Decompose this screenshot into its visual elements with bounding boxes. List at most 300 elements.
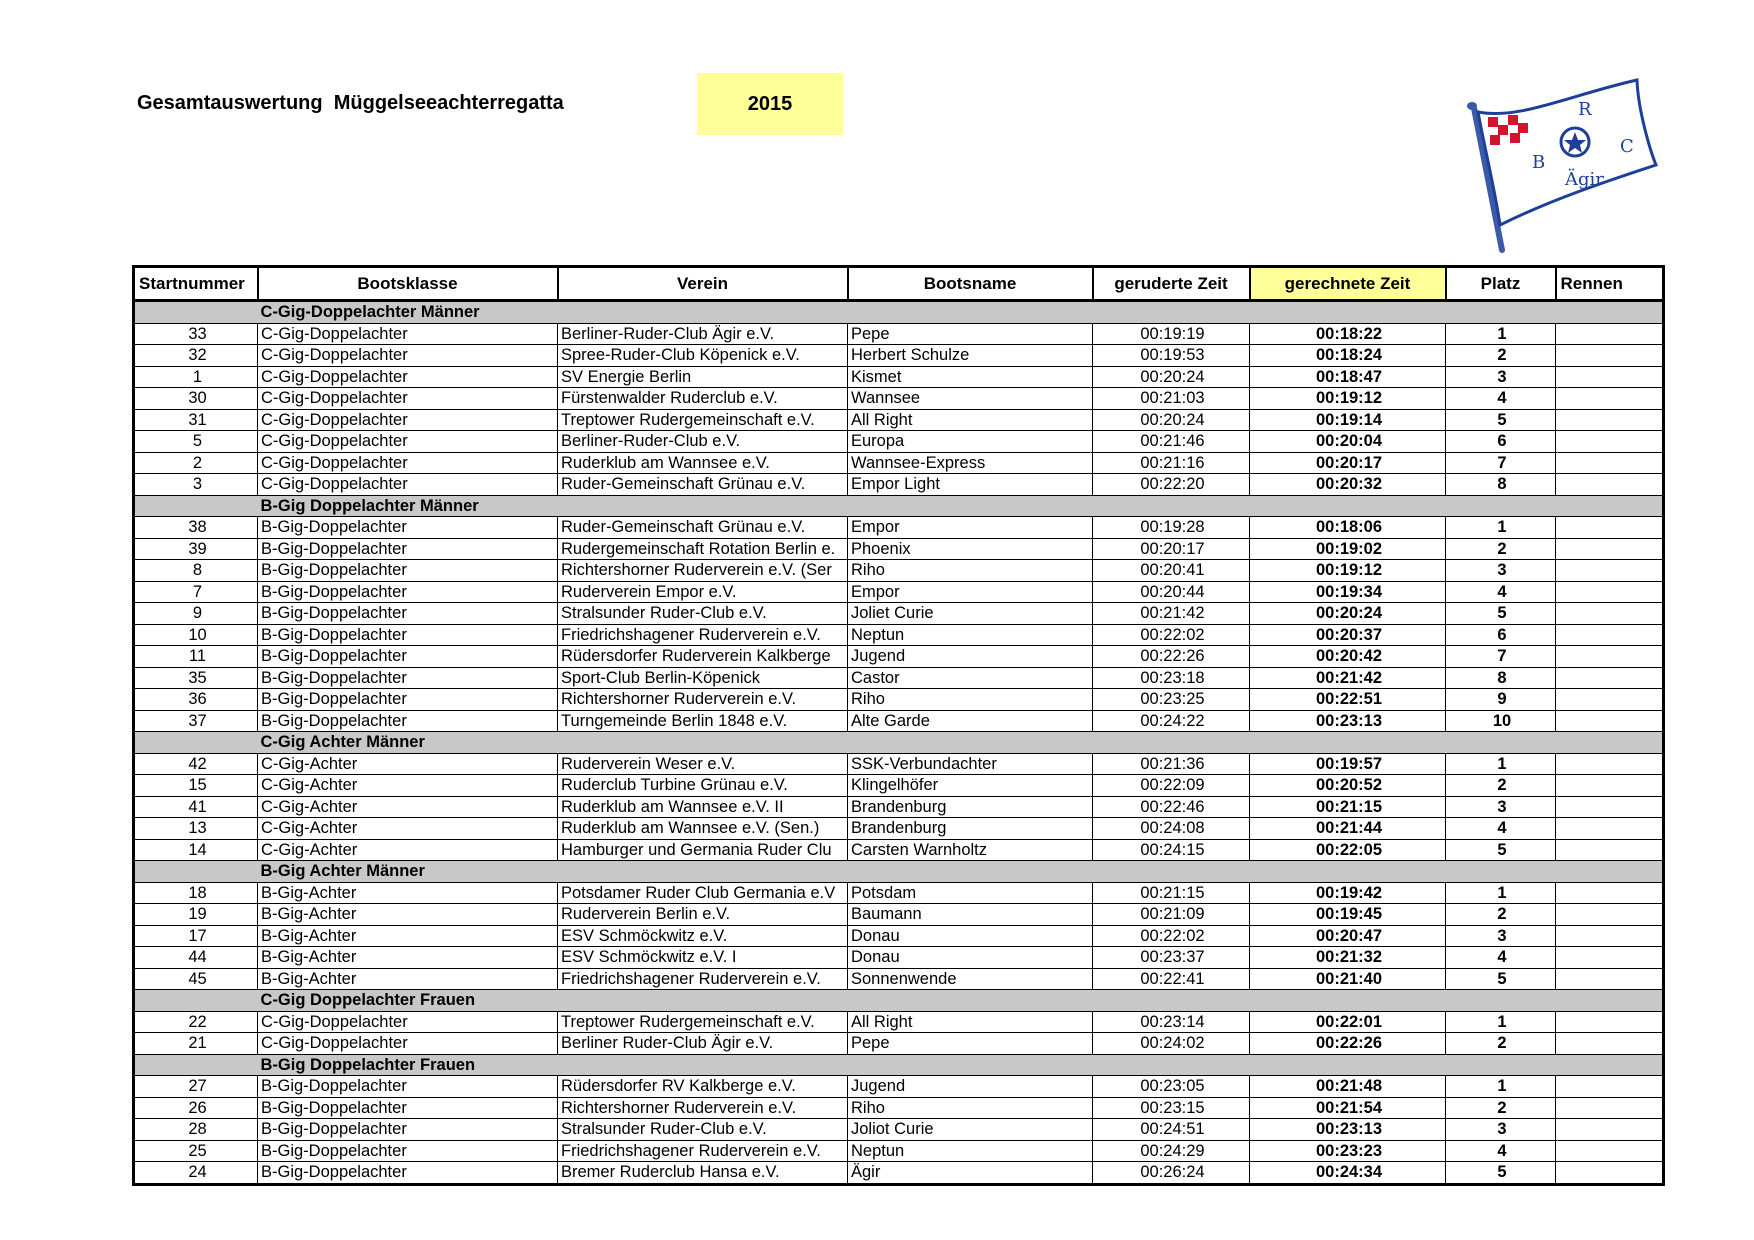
cell-gerechnete-zeit: 00:21:44: [1250, 818, 1446, 840]
cell-bootsklasse: C-Gig-Achter: [258, 839, 558, 861]
cell-bootsname: All Right: [848, 409, 1093, 431]
table-row: [134, 538, 1664, 560]
cell-bootsname: Baumann: [848, 904, 1093, 926]
cell-startnummer: 37: [134, 710, 258, 732]
cell-geruderte-zeit: 00:22:46: [1093, 796, 1250, 818]
cell-bootsname: Wannsee-Express: [848, 452, 1093, 474]
cell-rennen: [1556, 517, 1664, 539]
cell-bootsname: Neptun: [848, 1140, 1093, 1162]
cell-rennen: [1556, 775, 1664, 797]
cell-bootsname: Jugend: [848, 646, 1093, 668]
year-box: [697, 73, 843, 135]
cell-startnummer: 42: [134, 753, 258, 775]
cell-bootsklasse: B-Gig-Achter: [258, 904, 558, 926]
cell-gerechnete-zeit: 00:18:06: [1250, 517, 1446, 539]
club-flag-logo: [1460, 70, 1660, 255]
col-header-rennen: Rennen: [1556, 267, 1664, 301]
cell-verein: Friedrichshagener Ruderverein e.V.: [558, 624, 848, 646]
cell-verein: Ruder-Gemeinschaft Grünau e.V.: [558, 517, 848, 539]
cell-bootsklasse: B-Gig-Doppelachter: [258, 710, 558, 732]
cell-geruderte-zeit: 00:23:25: [1093, 689, 1250, 711]
cell-verein: Treptower Rudergemeinschaft e.V.: [558, 409, 848, 431]
results-table: [132, 265, 1665, 1186]
cell-startnummer: 26: [134, 1097, 258, 1119]
cell-bootsklasse: B-Gig-Doppelachter: [258, 538, 558, 560]
cell-bootsklasse: B-Gig-Doppelachter: [258, 1162, 558, 1185]
cell-rennen: [1556, 624, 1664, 646]
cell-platz: 5: [1446, 968, 1556, 990]
cell-startnummer: 18: [134, 882, 258, 904]
table-row: [134, 603, 1664, 625]
cell-verein: Treptower Rudergemeinschaft e.V.: [558, 1011, 848, 1033]
cell-geruderte-zeit: 00:24:02: [1093, 1033, 1250, 1055]
cell-bootsklasse: C-Gig-Doppelachter: [258, 452, 558, 474]
cell-geruderte-zeit: 00:20:24: [1093, 409, 1250, 431]
cell-startnummer: 36: [134, 689, 258, 711]
cell-verein: Ruderklub am Wannsee e.V. II: [558, 796, 848, 818]
results-body: [134, 301, 1664, 1185]
group-header-spacer: [134, 301, 258, 324]
cell-gerechnete-zeit: 00:20:52: [1250, 775, 1446, 797]
cell-platz: 6: [1446, 624, 1556, 646]
cell-platz: 5: [1446, 409, 1556, 431]
cell-startnummer: 8: [134, 560, 258, 582]
cell-rennen: [1556, 388, 1664, 410]
cell-verein: Bremer Ruderclub Hansa e.V.: [558, 1162, 848, 1185]
cell-bootsname: Empor: [848, 581, 1093, 603]
cell-rennen: [1556, 796, 1664, 818]
cell-bootsname: Herbert Schulze: [848, 345, 1093, 367]
cell-bootsname: Brandenburg: [848, 796, 1093, 818]
cell-bootsklasse: B-Gig-Doppelachter: [258, 1076, 558, 1098]
cell-rennen: [1556, 947, 1664, 969]
cell-geruderte-zeit: 00:19:28: [1093, 517, 1250, 539]
table-row: [134, 925, 1664, 947]
cell-verein: Rüdersdorfer RV Kalkberge e.V.: [558, 1076, 848, 1098]
cell-startnummer: 28: [134, 1119, 258, 1141]
cell-bootsname: Pepe: [848, 1033, 1093, 1055]
cell-bootsname: Kismet: [848, 366, 1093, 388]
table-row: [134, 624, 1664, 646]
cell-rennen: [1556, 839, 1664, 861]
table-row: [134, 388, 1664, 410]
table-row: [134, 1097, 1664, 1119]
cell-bootsname: Klingelhöfer: [848, 775, 1093, 797]
cell-platz: 3: [1446, 796, 1556, 818]
table-row: [134, 431, 1664, 453]
cell-platz: 2: [1446, 1097, 1556, 1119]
cell-rennen: [1556, 1011, 1664, 1033]
cell-startnummer: 33: [134, 323, 258, 345]
cell-platz: 8: [1446, 667, 1556, 689]
group-header-spacer: [134, 990, 258, 1012]
cell-bootsklasse: C-Gig-Doppelachter: [258, 1011, 558, 1033]
cell-platz: 9: [1446, 689, 1556, 711]
cell-platz: 4: [1446, 581, 1556, 603]
cell-gerechnete-zeit: 00:20:24: [1250, 603, 1446, 625]
cell-platz: 8: [1446, 474, 1556, 496]
cell-gerechnete-zeit: 00:18:24: [1250, 345, 1446, 367]
cell-gerechnete-zeit: 00:21:15: [1250, 796, 1446, 818]
cell-bootsname: Neptun: [848, 624, 1093, 646]
table-row: [134, 1119, 1664, 1141]
cell-bootsname: Potsdam: [848, 882, 1093, 904]
cell-startnummer: 41: [134, 796, 258, 818]
cell-platz: 7: [1446, 452, 1556, 474]
cell-gerechnete-zeit: 00:20:37: [1250, 624, 1446, 646]
col-header-gerechnete-zeit: gerechnete Zeit: [1250, 267, 1446, 301]
cell-geruderte-zeit: 00:23:05: [1093, 1076, 1250, 1098]
cell-platz: 1: [1446, 517, 1556, 539]
table-row: [134, 947, 1664, 969]
cell-verein: Potsdamer Ruder Club Germania e.V: [558, 882, 848, 904]
group-header-row: [134, 861, 1664, 883]
cell-geruderte-zeit: 00:21:16: [1093, 452, 1250, 474]
cell-bootsklasse: C-Gig-Doppelachter: [258, 366, 558, 388]
cell-startnummer: 17: [134, 925, 258, 947]
cell-bootsklasse: B-Gig-Doppelachter: [258, 560, 558, 582]
cell-platz: 1: [1446, 1011, 1556, 1033]
cell-platz: 2: [1446, 538, 1556, 560]
cell-rennen: [1556, 689, 1664, 711]
cell-rennen: [1556, 366, 1664, 388]
cell-verein: Berliner-Ruder-Club Ägir e.V.: [558, 323, 848, 345]
cell-gerechnete-zeit: 00:22:26: [1250, 1033, 1446, 1055]
group-header-row: [134, 732, 1664, 754]
cell-startnummer: 44: [134, 947, 258, 969]
cell-startnummer: 35: [134, 667, 258, 689]
cell-platz: 2: [1446, 345, 1556, 367]
cell-rennen: [1556, 538, 1664, 560]
cell-verein: Ruderklub am Wannsee e.V.: [558, 452, 848, 474]
cell-rennen: [1556, 753, 1664, 775]
cell-startnummer: 15: [134, 775, 258, 797]
table-row: [134, 710, 1664, 732]
cell-rennen: [1556, 646, 1664, 668]
col-header-bootsklasse: Bootsklasse: [258, 267, 558, 301]
cell-verein: Richtershorner Ruderverein e.V.: [558, 1097, 848, 1119]
cell-platz: 10: [1446, 710, 1556, 732]
cell-verein: Berliner-Ruder-Club e.V.: [558, 431, 848, 453]
cell-verein: Ruderklub am Wannsee e.V. (Sen.): [558, 818, 848, 840]
cell-bootsklasse: C-Gig-Achter: [258, 818, 558, 840]
cell-geruderte-zeit: 00:20:41: [1093, 560, 1250, 582]
col-header-verein: Verein: [558, 267, 848, 301]
cell-bootsklasse: B-Gig-Doppelachter: [258, 667, 558, 689]
group-header-label: B-Gig Doppelachter Männer: [258, 495, 1664, 517]
cell-bootsname: Empor Light: [848, 474, 1093, 496]
table-row: [134, 1033, 1664, 1055]
cell-startnummer: 14: [134, 839, 258, 861]
cell-verein: Richtershorner Ruderverein e.V. (Ser: [558, 560, 848, 582]
cell-bootsklasse: C-Gig-Doppelachter: [258, 409, 558, 431]
table-row: [134, 753, 1664, 775]
group-header-row: [134, 495, 1664, 517]
cell-gerechnete-zeit: 00:23:13: [1250, 1119, 1446, 1141]
cell-bootsname: All Right: [848, 1011, 1093, 1033]
flag-letter-r: R: [1578, 99, 1592, 120]
cell-startnummer: 2: [134, 452, 258, 474]
cell-gerechnete-zeit: 00:19:42: [1250, 882, 1446, 904]
cell-bootsklasse: B-Gig-Doppelachter: [258, 1119, 558, 1141]
cell-geruderte-zeit: 00:24:22: [1093, 710, 1250, 732]
cell-platz: 6: [1446, 431, 1556, 453]
cell-platz: 3: [1446, 560, 1556, 582]
table-row: [134, 689, 1664, 711]
cell-rennen: [1556, 581, 1664, 603]
cell-bootsname: Riho: [848, 560, 1093, 582]
cell-bootsklasse: B-Gig-Achter: [258, 968, 558, 990]
cell-gerechnete-zeit: 00:19:12: [1250, 388, 1446, 410]
cell-startnummer: 11: [134, 646, 258, 668]
cell-bootsname: Sonnenwende: [848, 968, 1093, 990]
cell-geruderte-zeit: 00:21:03: [1093, 388, 1250, 410]
cell-geruderte-zeit: 00:21:36: [1093, 753, 1250, 775]
table-row: [134, 667, 1664, 689]
cell-gerechnete-zeit: 00:22:51: [1250, 689, 1446, 711]
cell-geruderte-zeit: 00:26:24: [1093, 1162, 1250, 1185]
cell-verein: Ruderverein Weser e.V.: [558, 753, 848, 775]
cell-rennen: [1556, 409, 1664, 431]
flag-letter-b: B: [1532, 152, 1546, 173]
cell-platz: 4: [1446, 1140, 1556, 1162]
cell-bootsname: Ägir: [848, 1162, 1093, 1185]
cell-platz: 4: [1446, 388, 1556, 410]
cell-bootsklasse: C-Gig-Achter: [258, 775, 558, 797]
table-row: [134, 560, 1664, 582]
cell-gerechnete-zeit: 00:21:32: [1250, 947, 1446, 969]
cell-rennen: [1556, 882, 1664, 904]
cell-bootsname: Pepe: [848, 323, 1093, 345]
cell-gerechnete-zeit: 00:20:04: [1250, 431, 1446, 453]
group-header-spacer: [134, 861, 258, 883]
cell-rennen: [1556, 452, 1664, 474]
cell-geruderte-zeit: 00:20:24: [1093, 366, 1250, 388]
cell-startnummer: 10: [134, 624, 258, 646]
cell-startnummer: 45: [134, 968, 258, 990]
table-row: [134, 452, 1664, 474]
cell-bootsname: Wannsee: [848, 388, 1093, 410]
cell-geruderte-zeit: 00:22:20: [1093, 474, 1250, 496]
cell-rennen: [1556, 560, 1664, 582]
cell-bootsname: Riho: [848, 689, 1093, 711]
cell-gerechnete-zeit: 00:24:34: [1250, 1162, 1446, 1185]
cell-startnummer: 19: [134, 904, 258, 926]
cell-geruderte-zeit: 00:19:19: [1093, 323, 1250, 345]
cell-platz: 3: [1446, 1119, 1556, 1141]
cell-gerechnete-zeit: 00:20:32: [1250, 474, 1446, 496]
cell-geruderte-zeit: 00:24:15: [1093, 839, 1250, 861]
group-header-label: C-Gig Doppelachter Frauen: [258, 990, 1664, 1012]
cell-gerechnete-zeit: 00:22:01: [1250, 1011, 1446, 1033]
cell-bootsklasse: B-Gig-Achter: [258, 882, 558, 904]
table-row: [134, 1140, 1664, 1162]
cell-startnummer: 7: [134, 581, 258, 603]
cell-geruderte-zeit: 00:23:15: [1093, 1097, 1250, 1119]
cell-gerechnete-zeit: 00:23:13: [1250, 710, 1446, 732]
cell-gerechnete-zeit: 00:21:42: [1250, 667, 1446, 689]
cell-platz: 4: [1446, 818, 1556, 840]
cell-startnummer: 25: [134, 1140, 258, 1162]
cell-geruderte-zeit: 00:24:08: [1093, 818, 1250, 840]
cell-verein: Sport-Club Berlin-Köpenick: [558, 667, 848, 689]
cell-bootsklasse: C-Gig-Doppelachter: [258, 431, 558, 453]
cell-rennen: [1556, 818, 1664, 840]
table-row: [134, 474, 1664, 496]
cell-bootsname: Riho: [848, 1097, 1093, 1119]
table-row: [134, 796, 1664, 818]
cell-bootsklasse: B-Gig-Doppelachter: [258, 624, 558, 646]
cell-rennen: [1556, 968, 1664, 990]
cell-startnummer: 3: [134, 474, 258, 496]
cell-bootsname: Donau: [848, 947, 1093, 969]
cell-bootsname: Europa: [848, 431, 1093, 453]
cell-gerechnete-zeit: 00:21:40: [1250, 968, 1446, 990]
cell-bootsklasse: C-Gig-Doppelachter: [258, 323, 558, 345]
cell-rennen: [1556, 1140, 1664, 1162]
cell-gerechnete-zeit: 00:18:47: [1250, 366, 1446, 388]
cell-bootsname: Brandenburg: [848, 818, 1093, 840]
year-label: 2015: [747, 92, 793, 115]
cell-gerechnete-zeit: 00:21:54: [1250, 1097, 1446, 1119]
cell-gerechnete-zeit: 00:19:12: [1250, 560, 1446, 582]
page-title: Gesamtauswertung Müggelseeachterregatta: [137, 92, 564, 114]
cell-rennen: [1556, 667, 1664, 689]
cell-verein: Ruderverein Empor e.V.: [558, 581, 848, 603]
cell-geruderte-zeit: 00:22:41: [1093, 968, 1250, 990]
cell-bootsklasse: C-Gig-Doppelachter: [258, 345, 558, 367]
cell-bootsname: Castor: [848, 667, 1093, 689]
table-row: [134, 1162, 1664, 1185]
cell-gerechnete-zeit: 00:21:48: [1250, 1076, 1446, 1098]
cell-platz: 2: [1446, 1033, 1556, 1055]
cell-verein: Hamburger und Germania Ruder Clu: [558, 839, 848, 861]
cell-bootsklasse: C-Gig-Achter: [258, 796, 558, 818]
cell-startnummer: 32: [134, 345, 258, 367]
cell-startnummer: 21: [134, 1033, 258, 1055]
col-header-startnummer: Startnummer: [134, 267, 258, 301]
cell-platz: 3: [1446, 366, 1556, 388]
cell-geruderte-zeit: 00:22:09: [1093, 775, 1250, 797]
cell-startnummer: 30: [134, 388, 258, 410]
cell-verein: Turngemeinde Berlin 1848 e.V.: [558, 710, 848, 732]
cell-bootsklasse: B-Gig-Achter: [258, 925, 558, 947]
cell-platz: 1: [1446, 753, 1556, 775]
cell-geruderte-zeit: 00:22:02: [1093, 624, 1250, 646]
cell-verein: Ruderverein Berlin e.V.: [558, 904, 848, 926]
table-row: [134, 904, 1664, 926]
cell-gerechnete-zeit: 00:22:05: [1250, 839, 1446, 861]
flag-letter-c: C: [1620, 136, 1634, 157]
col-header-platz: Platz: [1446, 267, 1556, 301]
cell-platz: 1: [1446, 882, 1556, 904]
cell-startnummer: 9: [134, 603, 258, 625]
cell-gerechnete-zeit: 00:23:23: [1250, 1140, 1446, 1162]
col-header-bootsname: Bootsname: [848, 267, 1093, 301]
table-row: [134, 839, 1664, 861]
table-row: [134, 517, 1664, 539]
cell-geruderte-zeit: 00:20:44: [1093, 581, 1250, 603]
cell-gerechnete-zeit: 00:19:14: [1250, 409, 1446, 431]
cell-gerechnete-zeit: 00:20:17: [1250, 452, 1446, 474]
cell-gerechnete-zeit: 00:18:22: [1250, 323, 1446, 345]
cell-bootsname: Donau: [848, 925, 1093, 947]
cell-bootsklasse: C-Gig-Achter: [258, 753, 558, 775]
cell-verein: Richtershorner Ruderverein e.V.: [558, 689, 848, 711]
group-header-spacer: [134, 732, 258, 754]
cell-rennen: [1556, 431, 1664, 453]
table-row: [134, 345, 1664, 367]
group-header-row: [134, 1054, 1664, 1076]
table-row: [134, 882, 1664, 904]
cell-rennen: [1556, 1097, 1664, 1119]
cell-bootsklasse: B-Gig-Doppelachter: [258, 603, 558, 625]
cell-startnummer: 22: [134, 1011, 258, 1033]
cell-bootsname: Joliot Curie: [848, 1119, 1093, 1141]
cell-geruderte-zeit: 00:24:29: [1093, 1140, 1250, 1162]
cell-bootsklasse: B-Gig-Doppelachter: [258, 1097, 558, 1119]
cell-verein: Ruderclub Turbine Grünau e.V.: [558, 775, 848, 797]
group-header-row: [134, 990, 1664, 1012]
cell-rennen: [1556, 1119, 1664, 1141]
cell-gerechnete-zeit: 00:19:45: [1250, 904, 1446, 926]
table-row: [134, 818, 1664, 840]
cell-startnummer: 31: [134, 409, 258, 431]
cell-rennen: [1556, 925, 1664, 947]
cell-bootsklasse: B-Gig-Doppelachter: [258, 517, 558, 539]
cell-startnummer: 38: [134, 517, 258, 539]
cell-startnummer: 39: [134, 538, 258, 560]
cell-verein: Rüdersdorfer Ruderverein Kalkberge: [558, 646, 848, 668]
cell-rennen: [1556, 323, 1664, 345]
cell-verein: Friedrichshagener Ruderverein e.V.: [558, 968, 848, 990]
cell-verein: Spree-Ruder-Club Köpenick e.V.: [558, 345, 848, 367]
cell-gerechnete-zeit: 00:19:57: [1250, 753, 1446, 775]
cell-verein: Berliner Ruder-Club Ägir e.V.: [558, 1033, 848, 1055]
cell-bootsname: Joliet Curie: [848, 603, 1093, 625]
cell-bootsklasse: C-Gig-Doppelachter: [258, 474, 558, 496]
cell-geruderte-zeit: 00:21:42: [1093, 603, 1250, 625]
flag-word-aegir: Ägir: [1565, 169, 1604, 190]
cell-bootsklasse: B-Gig-Doppelachter: [258, 1140, 558, 1162]
cell-verein: Stralsunder Ruder-Club e.V.: [558, 603, 848, 625]
group-header-spacer: [134, 1054, 258, 1076]
cell-geruderte-zeit: 00:23:14: [1093, 1011, 1250, 1033]
cell-platz: 5: [1446, 603, 1556, 625]
group-header-label: B-Gig Doppelachter Frauen: [258, 1054, 1664, 1076]
cell-verein: ESV Schmöckwitz e.V.: [558, 925, 848, 947]
cell-bootsname: Carsten Warnholtz: [848, 839, 1093, 861]
cell-platz: 5: [1446, 1162, 1556, 1185]
cell-geruderte-zeit: 00:22:26: [1093, 646, 1250, 668]
cell-geruderte-zeit: 00:21:09: [1093, 904, 1250, 926]
cell-platz: 3: [1446, 925, 1556, 947]
cell-bootsklasse: B-Gig-Doppelachter: [258, 646, 558, 668]
cell-bootsklasse: C-Gig-Doppelachter: [258, 388, 558, 410]
cell-gerechnete-zeit: 00:19:02: [1250, 538, 1446, 560]
cell-bootsname: Empor: [848, 517, 1093, 539]
cell-platz: 2: [1446, 775, 1556, 797]
cell-rennen: [1556, 1033, 1664, 1055]
table-row: [134, 366, 1664, 388]
table-row: [134, 646, 1664, 668]
cell-bootsklasse: B-Gig-Achter: [258, 947, 558, 969]
cell-bootsklasse: B-Gig-Doppelachter: [258, 689, 558, 711]
cell-verein: Friedrichshagener Ruderverein e.V.: [558, 1140, 848, 1162]
cell-verein: ESV Schmöckwitz e.V. I: [558, 947, 848, 969]
table-row: [134, 1076, 1664, 1098]
cell-verein: SV Energie Berlin: [558, 366, 848, 388]
